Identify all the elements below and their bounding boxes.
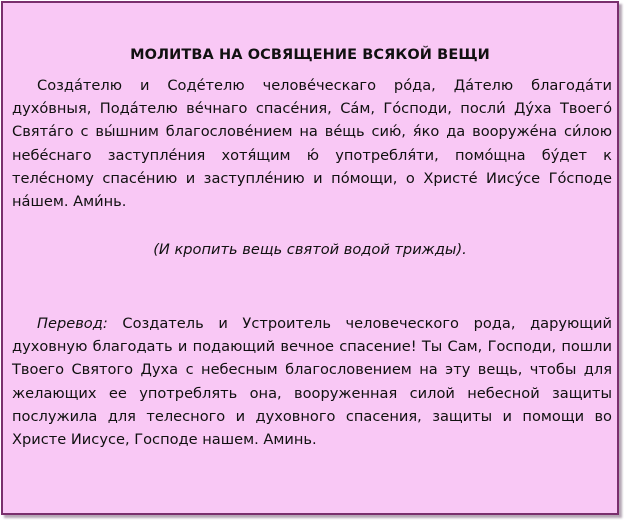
prayer-card	[1, 1, 619, 515]
prayer-text: Созда́телю и Соде́телю челове́ческаго ро́да, Да́телю благода́ти духо́вныя, Пода́телю ве́чнаго спасе́ния, Са́м, Го́споди, посли́ Ду́ха Твоего́ Свята́го с вы́шним благослове́нием на ве́щь сию́, я́ко да вооруже́на си́лою небе́снаго заступле́ния хотя́щим ю́ употребля́ти, помо́щна бу́дет к теле́сному спасе́нию и заступле́нию и по́мощи, о Христе́ Иису́се Го́споде на́шем. Ами́нь.	[12, 77, 612, 211]
prayer-title: МОЛИТВА НА ОСВЯЩЕНИЕ ВСЯКОЙ ВЕЩИ	[130, 47, 490, 63]
translation-label: Перевод:	[37, 315, 108, 332]
translation-text: Создатель и Устроитель человеческого рода, дарующий духовную благодать и подающий вечное спасение! Ты Сам, Господи, пошли Твоего Святого Духа с небесным благословением на эту вещь, чтобы для желающих ее употреблять она, вооруженная силой небесной защиты послужила для телесного и духовного спасения, защиты и помощи во Христе Иисусе, Господе нашем. Аминь.	[12, 315, 613, 449]
instruction-text: (И кропить вещь святой водой трижды).	[153, 241, 467, 258]
translation-paragraph	[12, 312, 612, 451]
